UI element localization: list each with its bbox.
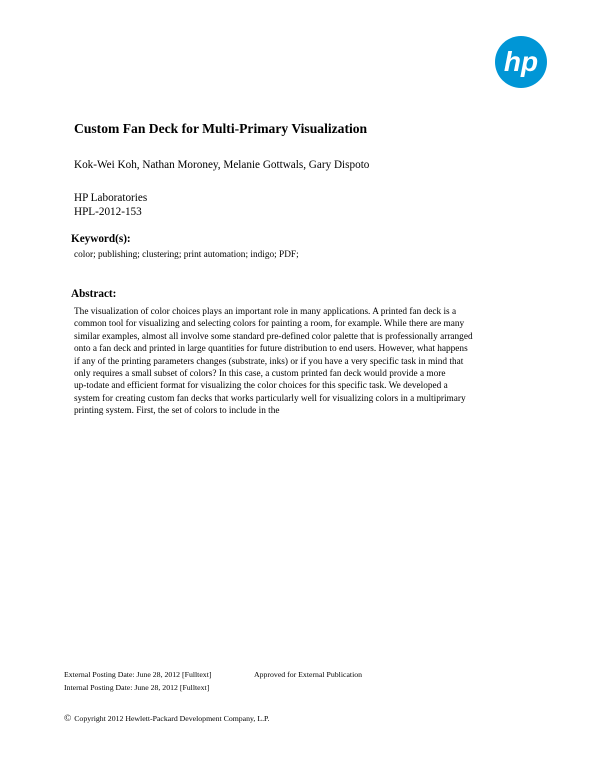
keywords-text: color; publishing; clustering; print automation; indigo; PDF; xyxy=(74,250,299,260)
lab-name: HP Laboratories xyxy=(74,192,148,204)
copyright-text: Copyright 2012 Hewlett-Packard Development Company, L.P. xyxy=(74,714,270,723)
abstract-line: The visualization of color choices plays an important role in many applications. A printed fan deck is a xyxy=(74,307,457,317)
abstract-line: common tool for visualizing and selecting colors for painting a room, for example. While there are many xyxy=(74,319,465,330)
abstract-line: similar examples, almost all involve some standard pre-defined color palette that is professionally arranged xyxy=(74,331,473,342)
external-posting-date: External Posting Date: June 28, 2012 [Fulltext] xyxy=(64,670,212,679)
keywords-heading: Keyword(s): xyxy=(71,233,131,245)
abstract-line: if any of the printing parameters changes (substrate, inks) or if you have a very specific task in mind that xyxy=(74,356,464,367)
hp-logo-text: hp xyxy=(503,46,539,77)
report-number: HPL-2012-153 xyxy=(74,206,142,218)
internal-posting-date: Internal Posting Date: June 28, 2012 [Fulltext] xyxy=(64,683,210,692)
abstract-heading: Abstract: xyxy=(71,288,117,300)
copyright-notice xyxy=(64,714,269,724)
abstract-line: system for creating custom fan decks that works particularly well for visualizing colors in a multiprimary xyxy=(74,393,466,404)
abstract-line: onto a fan deck and printed in large quantities for future distribution to end users. However, what happens xyxy=(74,344,468,355)
hp-logo xyxy=(495,36,547,88)
paper-title: Custom Fan Deck for Multi-Primary Visualization xyxy=(74,121,368,136)
abstract-line: printing system. First, the set of colors to include in the xyxy=(74,406,280,417)
abstract-line: up-todate and efficient format for visualizing the color choices for this specific task. We developed a xyxy=(74,381,448,392)
approval-note: Approved for External Publication xyxy=(254,670,363,679)
abstract-line: only requires a small subset of colors? In this case, a custom printed fan deck would provide a more xyxy=(74,369,446,380)
abstract-body xyxy=(74,306,554,418)
author-list: Kok-Wei Koh, Nathan Moroney, Melanie Gottwals, Gary Dispoto xyxy=(74,159,370,171)
copyright-symbol: © xyxy=(64,714,72,724)
